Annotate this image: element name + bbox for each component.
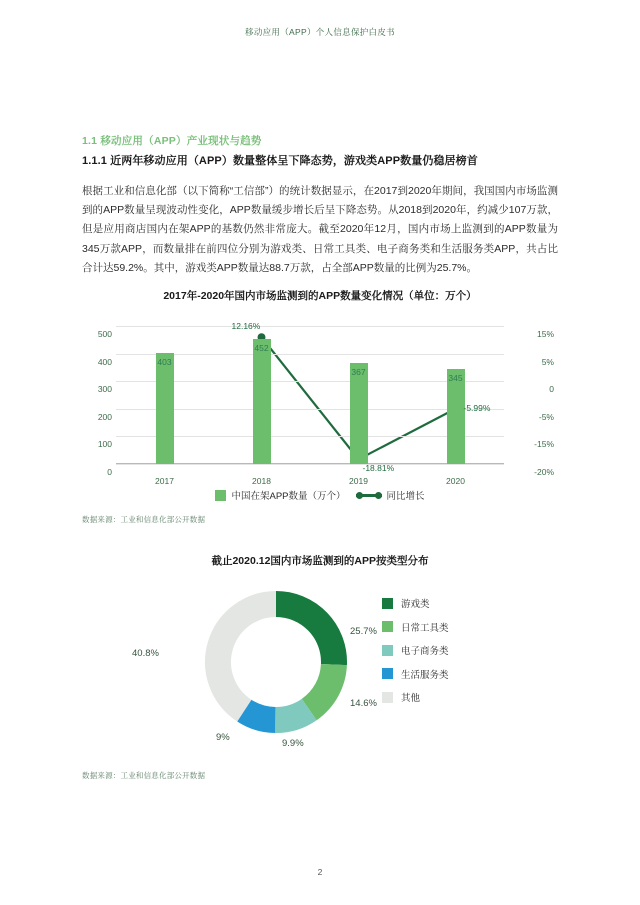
- legend-swatch-icon: [382, 621, 393, 632]
- chart2-slice-label: 9%: [216, 732, 230, 743]
- chart1-bar: [350, 363, 368, 464]
- chart1-legend-item-bars: [215, 488, 345, 502]
- chart1-plot-area: [116, 321, 504, 486]
- chart1-y-tick-left: 100: [97, 439, 112, 450]
- chart1-y-tick-right: 15%: [536, 329, 554, 339]
- chart2-legend: [382, 596, 449, 704]
- chart2-legend-item: [382, 596, 449, 610]
- chart2-title: 截止2020.12国内市场监测到的APP按类型分布: [211, 555, 429, 567]
- chart1-line-value-label: 12.16%: [231, 321, 261, 332]
- chart1-bar-value-label: 452: [254, 343, 269, 354]
- chart1-legend-label-bars: 中国在架APP数量（万个）: [231, 491, 346, 502]
- chart2-legend-item: [382, 667, 449, 681]
- chart2-donut-svg: [200, 586, 352, 738]
- chart2-legend-label: 游戏类: [401, 599, 430, 610]
- chart1-y-tick-right: -15%: [534, 439, 554, 450]
- bar-swatch-icon: [215, 490, 226, 501]
- chart1-gridline: [116, 464, 504, 465]
- chart2-source-note: 数据来源：工业和信息化部公开数据: [82, 771, 206, 780]
- chart2-donut-segment: [309, 665, 334, 710]
- chart2-legend-label: 生活服务类: [401, 669, 449, 681]
- chart2-legend-label: 电子商务类: [401, 646, 449, 657]
- chart1-y-tick-right: 0: [549, 384, 554, 395]
- chart2-slice-label: 14.6%: [350, 698, 377, 709]
- legend-swatch-icon: [382, 598, 393, 609]
- line-marker-icon: [356, 490, 382, 500]
- chart1-y-tick-right: -5%: [538, 411, 554, 422]
- legend-swatch-icon: [382, 668, 393, 679]
- chart2-donut-segment: [244, 711, 275, 720]
- chart1-bar: [156, 353, 174, 464]
- chart2-donut-segment: [275, 710, 309, 720]
- chart1-y-tick-left: 200: [97, 411, 112, 422]
- chart1-source-note: 数据来源：工业和信息化部公开数据: [82, 515, 206, 524]
- chart2-legend-item: [382, 690, 449, 704]
- chart1-x-tick: 2018: [252, 476, 271, 486]
- chart1-bar-line: [82, 318, 558, 503]
- chart1-gridline: [116, 354, 504, 355]
- chart1-y-tick-right: 5%: [541, 356, 554, 367]
- chart1-bar: [253, 339, 271, 464]
- chart2-legend-item: [382, 620, 449, 634]
- chart2-slice-label: 9.9%: [282, 738, 304, 749]
- chart2-slice-label: 40.8%: [132, 648, 159, 659]
- chart1-y-tick-left: 300: [97, 384, 112, 395]
- chart1-legend-label-line: 同比增长: [386, 491, 425, 502]
- chart1-y-tick-left: 400: [97, 356, 112, 367]
- chart1-legend: [82, 488, 558, 502]
- chart1-y-tick-left: 500: [97, 329, 112, 339]
- chart1-y-tick-left: 0: [107, 467, 112, 477]
- legend-swatch-icon: [382, 645, 393, 656]
- chart1-legend-item-line: [356, 488, 425, 502]
- chart1-y-axis-right: [508, 326, 554, 477]
- legend-swatch-icon: [382, 692, 393, 703]
- chart1-bar-value-label: 367: [351, 366, 366, 377]
- running-header: 移动应用（APP）个人信息保护白皮书: [245, 27, 395, 37]
- chart1-x-tick: 2017: [155, 476, 174, 486]
- chart2-donut-segment: [218, 604, 276, 711]
- chart1-y-tick-right: -20%: [534, 467, 554, 477]
- chart1-line-value-label: -5.99%: [463, 402, 491, 413]
- section-heading: 1.1 移动应用（APP）产业现状与趋势: [82, 135, 262, 147]
- chart1-bar-value-label: 345: [448, 372, 463, 383]
- chart2-donut-area: [132, 586, 377, 749]
- chart2-legend-label: 其他: [401, 693, 421, 704]
- chart2-legend-label: 日常工具类: [401, 622, 449, 634]
- chart1-bar-value-label: 403: [157, 356, 172, 367]
- body-paragraph: 根据工业和信息化部（以下简称“工信部”）的统计数据显示，在2017到2020年期间，我国国内市场监测到的APP数量呈现波动性变化，APP数量缓步增长后呈下降态势。从2018到2020年，约减少107万款，但是应用商店国内在架APP的基数仍然非常庞大。截至2020年12月，国内市场上监测到的APP数量为345万款APP，而数量排在前四位分别为游戏类、日常工具类、电子商务类和生活服务类APP，共占比合计达59.2%。其中，游戏类APP数量达88.7万款，占全部APP数量的比例为25.7%。: [82, 185, 558, 274]
- chart2-slice-label: 25.7%: [350, 626, 377, 637]
- subsection-heading: 1.1.1 近两年移动应用（APP）数量整体呈下降态势，游戏类APP数量仍稳居榜首: [82, 155, 478, 167]
- chart1-gridline: [116, 326, 504, 327]
- page-number: 2: [317, 867, 323, 877]
- chart1-bar: [447, 369, 465, 464]
- chart1-x-tick: 2019: [349, 476, 368, 486]
- chart1-y-axis-left: [82, 326, 112, 477]
- chart2-donut-segment: [276, 604, 334, 665]
- chart1-x-tick: 2020: [446, 476, 465, 486]
- chart1-line-value-label: -18.81%: [362, 463, 395, 474]
- chart1-title: 2017年-2020年国内市场监测到的APP数量变化情况（单位：万个）: [163, 290, 477, 302]
- chart2-donut: [82, 578, 558, 748]
- chart2-legend-item: [382, 643, 449, 657]
